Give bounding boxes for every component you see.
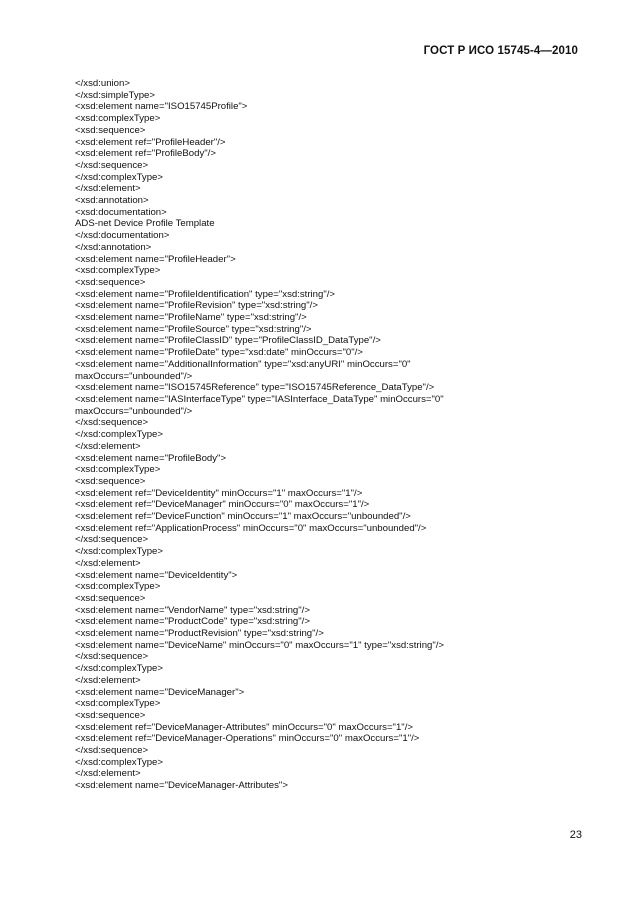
code-line: </xsd:complexType>	[75, 429, 163, 441]
code-line: </xsd:element>	[75, 768, 141, 780]
code-line: <xsd:element ref="DeviceManager-Attributes" minOccurs="0" maxOccurs="1"/>	[75, 721, 413, 733]
code-line: <xsd:element name="DeviceName" minOccurs="0" maxOccurs="1" type="xsd:string"/>	[75, 639, 445, 651]
code-line: ADS-net Device Profile Template	[75, 218, 215, 230]
code-line: <xsd:element ref="ApplicationProcess" minOccurs="0" maxOccurs="unbounded"/>	[75, 522, 427, 534]
code-line: </xsd:element>	[75, 557, 141, 569]
code-line: <xsd:element name="DeviceManager-Attributes">	[75, 780, 288, 792]
code-line: <xsd:element ref="DeviceManager-Operations" minOccurs="0" maxOccurs="1"/>	[75, 733, 420, 745]
code-line: </xsd:documentation>	[75, 230, 170, 242]
document-standard-header: ГОСТ Р ИСО 15745-4—2010	[423, 45, 578, 57]
code-line: <xsd:element ref="ProfileBody"/>	[75, 148, 216, 160]
code-line: </xsd:sequence>	[75, 745, 149, 757]
code-line: <xsd:element ref="DeviceManager" minOccurs="0" maxOccurs="1"/>	[75, 499, 370, 511]
code-line: </xsd:union>	[75, 78, 130, 89]
code-line: <xsd:documentation>	[75, 206, 167, 218]
code-line: <xsd:element name="ProductRevision" type="xsd:string"/>	[75, 628, 324, 640]
code-line: </xsd:element>	[75, 674, 141, 686]
code-line: <xsd:element name="ISO15745Reference" type="ISO15745Reference_DataType"/>	[75, 382, 435, 394]
code-line: <xsd:sequence>	[75, 592, 146, 604]
code-line: <xsd:element name="ProfileClassID" type="ProfileClassID_DataType"/>	[75, 335, 381, 347]
code-line: <xsd:element name="ProductCode" type="xsd:string"/>	[75, 616, 310, 628]
code-line: <xsd:element name="ProfileIdentification" type="xsd:string"/>	[75, 288, 336, 300]
code-line: <xsd:sequence>	[75, 475, 146, 487]
code-line: <xsd:annotation>	[75, 195, 149, 207]
code-line: <xsd:element ref="ProfileHeader"/>	[75, 136, 226, 148]
code-line: </xsd:element>	[75, 440, 141, 452]
code-line: <xsd:element name="VendorName" type="xsd:string"/>	[75, 604, 310, 616]
code-line: </xsd:complexType>	[75, 756, 163, 768]
code-line: <xsd:element name="ProfileRevision" type="xsd:string"/>	[75, 300, 318, 312]
code-line: <xsd:element ref="DeviceFunction" minOccurs="1" maxOccurs="unbounded"/>	[75, 511, 411, 523]
code-line: <xsd:element name="ProfileDate" type="xsd:date" minOccurs="0"/>	[75, 347, 363, 359]
code-line: <xsd:complexType>	[75, 113, 161, 125]
code-line: </xsd:complexType>	[75, 171, 163, 183]
code-line: </xsd:sequence>	[75, 159, 149, 171]
code-line: <xsd:complexType>	[75, 698, 161, 710]
code-line: <xsd:complexType>	[75, 464, 161, 476]
code-line: <xsd:element name="ProfileSource" type="xsd:string"/>	[75, 323, 312, 335]
code-line: <xsd:sequence>	[75, 709, 146, 721]
code-line: </xsd:complexType>	[75, 546, 163, 558]
code-line: </xsd:simpleType>	[75, 89, 155, 101]
page-number: 23	[569, 829, 582, 841]
code-line: <xsd:element name="ProfileBody">	[75, 452, 227, 464]
code-line: <xsd:complexType>	[75, 265, 161, 277]
code-line: <xsd:element ref="DeviceIdentity" minOccurs="1" maxOccurs="1"/>	[75, 487, 363, 499]
code-line: <xsd:complexType>	[75, 581, 161, 593]
code-line: </xsd:sequence>	[75, 534, 149, 546]
code-line: </xsd:annotation>	[75, 241, 152, 253]
code-line: <xsd:element name="DeviceManager">	[75, 686, 245, 698]
code-line: <xsd:element name="DeviceIdentity">	[75, 569, 238, 581]
code-line: <xsd:element name="ProfileHeader">	[75, 253, 236, 265]
xsd-code-listing	[75, 78, 575, 792]
code-line: </xsd:sequence>	[75, 651, 149, 663]
code-line: maxOccurs="unbounded"/>	[75, 405, 193, 417]
code-line: <xsd:sequence>	[75, 276, 146, 288]
code-line: </xsd:complexType>	[75, 663, 163, 675]
code-line: </xsd:sequence>	[75, 417, 149, 429]
code-line: <xsd:element name="ISO15745Profile">	[75, 101, 248, 113]
code-line: <xsd:element name="IASInterfaceType" type="IASInterface_DataType" minOccurs="0"	[75, 393, 444, 405]
code-line: maxOccurs="unbounded"/>	[75, 370, 193, 382]
code-line: </xsd:element>	[75, 183, 141, 195]
code-line: <xsd:element name="AdditionalInformation" type="xsd:anyURI" minOccurs="0"	[75, 358, 411, 370]
code-line: <xsd:sequence>	[75, 124, 146, 136]
code-line: <xsd:element name="ProfileName" type="xsd:string"/>	[75, 312, 307, 324]
